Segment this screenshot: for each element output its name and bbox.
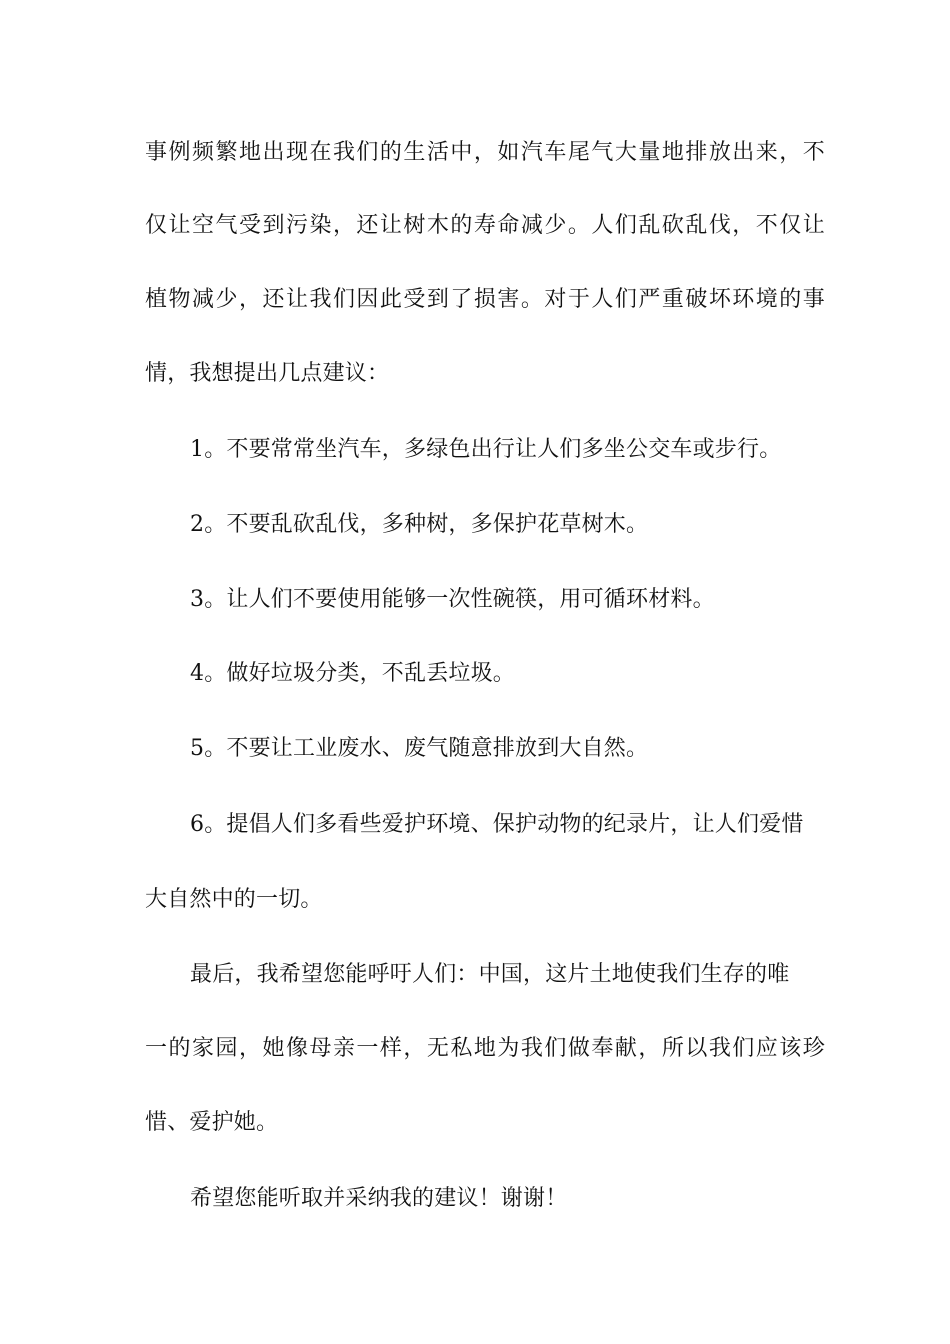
closing-line-1: 最后，我希望您能呼吁人们：中国，这片土地使我们生存的唯 (190, 962, 790, 987)
suggestion-item-4: 4。做好垃圾分类，不乱丢垃圾。 (190, 661, 515, 686)
suggestion-item-1: 1。不要常常坐汽车，多绿色出行让人们多坐公交车或步行。 (190, 437, 782, 462)
paragraph-line-4: 情，我想提出几点建议： (145, 361, 390, 386)
suggestion-item-2: 2。不要乱砍乱伐，多种树，多保护花草树木。 (190, 512, 649, 537)
suggestion-item-6: 6。提倡人们多看些爱护环境、保护动物的纪录片，让人们爱惜 (190, 812, 804, 837)
closing-line-3: 惜、爱护她。 (145, 1110, 279, 1135)
suggestion-item-3: 3。让人们不要使用能够一次性碗筷，用可循环材料。 (190, 587, 715, 612)
suggestion-item-6-continued: 大自然中的一切。 (145, 887, 323, 912)
paragraph-line-1: 事例频繁地出现在我们的生活中，如汽车尾气大量地排放出来，不 (145, 140, 825, 165)
final-thanks-line: 希望您能听取并采纳我的建议！谢谢！ (190, 1186, 568, 1211)
paragraph-line-3: 植物减少，还让我们因此受到了损害。对于人们严重破坏环境的事 (145, 287, 825, 312)
paragraph-line-2: 仅让空气受到污染，还让树木的寿命减少。人们乱砍乱伐，不仅让 (145, 213, 825, 238)
suggestion-item-5: 5。不要让工业废水、废气随意排放到大自然。 (190, 736, 649, 761)
closing-line-2: 一的家园，她像母亲一样，无私地为我们做奉献，所以我们应该珍 (145, 1036, 825, 1061)
